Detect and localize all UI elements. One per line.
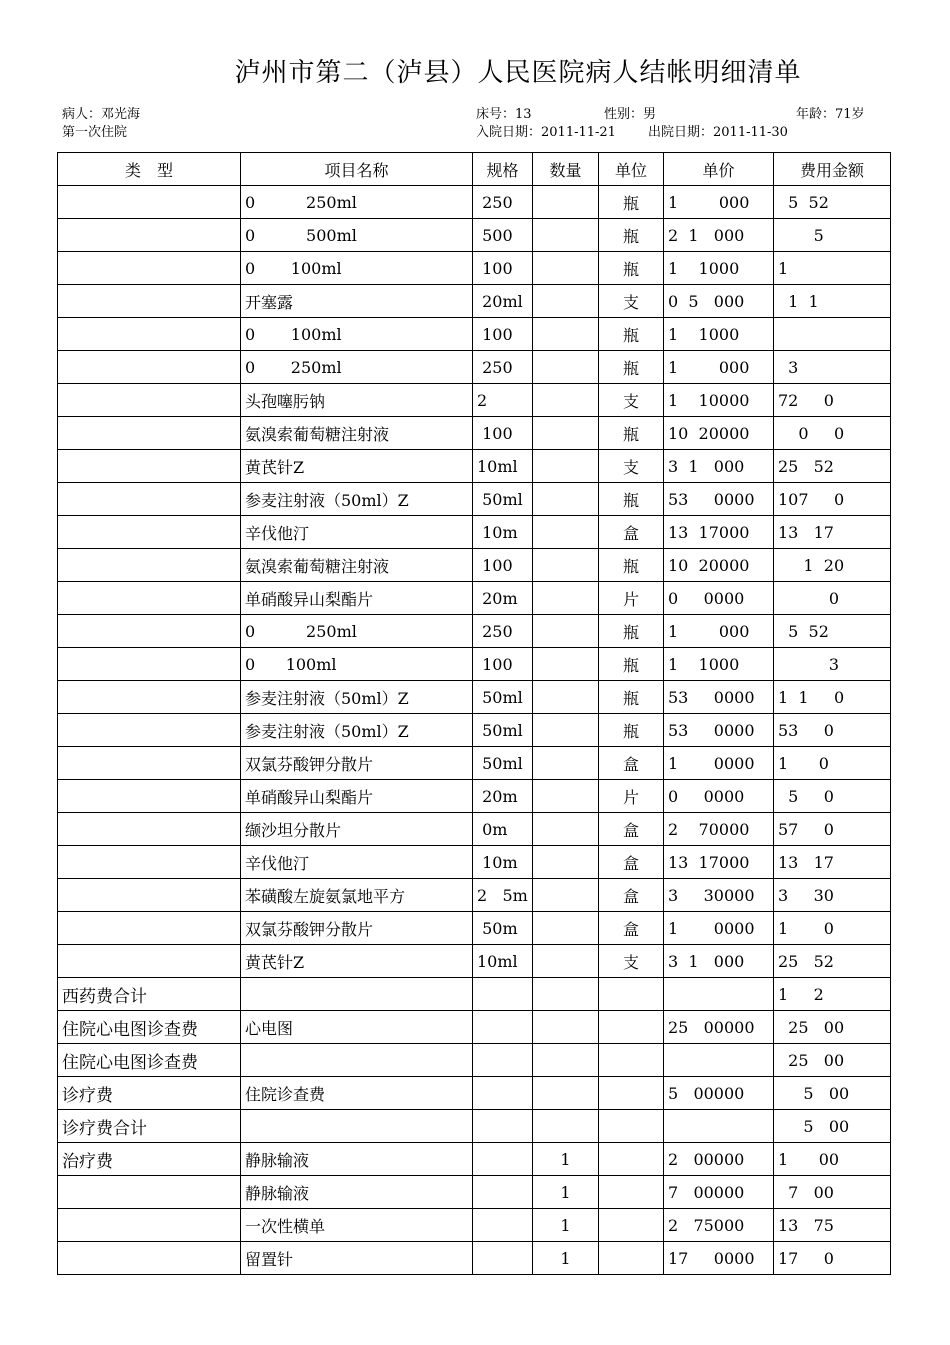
table-row	[58, 450, 891, 483]
table-row	[58, 747, 891, 780]
discharge-date: 出院日期：2011-11-30	[648, 125, 788, 140]
row-quantity-cell	[533, 1077, 599, 1110]
row-quantity-cell: 1	[533, 1242, 599, 1275]
table-row	[58, 318, 891, 351]
table-row	[58, 846, 891, 879]
row-item-name-cell: 双氯芬酸钾分散片	[241, 912, 473, 945]
row-type-cell	[58, 945, 241, 978]
row-amount-cell: 72 0	[774, 384, 891, 417]
header-spec: 规格	[473, 153, 533, 186]
row-amount-cell: 5 0	[774, 780, 891, 813]
bed-number: 床号：13	[476, 107, 532, 122]
row-type-cell	[58, 252, 241, 285]
row-unit-cell	[599, 1011, 664, 1044]
row-quantity-cell	[533, 714, 599, 747]
bill-body	[58, 186, 891, 1275]
row-type-cell	[58, 681, 241, 714]
row-type-cell	[58, 714, 241, 747]
row-quantity-cell	[533, 582, 599, 615]
row-spec-cell: 50ml	[473, 681, 533, 714]
row-unit-cell: 盒	[599, 747, 664, 780]
row-unit-price-cell: 1 000	[664, 615, 774, 648]
row-spec-cell: 50ml	[473, 483, 533, 516]
row-spec-cell	[473, 978, 533, 1011]
row-item-name-cell: 黄芪针Z	[241, 450, 473, 483]
row-item-name-cell: 0 100ml	[241, 318, 473, 351]
row-item-name-cell: 参麦注射液（50ml）Z	[241, 483, 473, 516]
row-quantity-cell: 1	[533, 1143, 599, 1176]
row-spec-cell: 10ml	[473, 945, 533, 978]
row-spec-cell	[473, 1176, 533, 1209]
row-unit-cell: 瓶	[599, 219, 664, 252]
row-amount-cell: 7 00	[774, 1176, 891, 1209]
row-quantity-cell	[533, 516, 599, 549]
row-type-cell	[58, 450, 241, 483]
header-unit-price: 单价	[664, 153, 774, 186]
row-amount-cell: 25 52	[774, 945, 891, 978]
table-row	[58, 1242, 891, 1275]
table-row	[58, 219, 891, 252]
row-amount-cell: 1 1	[774, 285, 891, 318]
row-item-name-cell: 留置针	[241, 1242, 473, 1275]
row-item-name-cell: 头孢噻肟钠	[241, 384, 473, 417]
row-amount-cell: 13 17	[774, 846, 891, 879]
row-item-name-cell: 静脉输液	[241, 1176, 473, 1209]
row-type-cell	[58, 747, 241, 780]
row-spec-cell	[473, 1044, 533, 1077]
table-row	[58, 417, 891, 450]
row-amount-cell: 5 52	[774, 615, 891, 648]
row-unit-cell	[599, 1110, 664, 1143]
row-unit-price-cell: 25 00000	[664, 1011, 774, 1044]
row-unit-cell: 瓶	[599, 186, 664, 219]
row-unit-price-cell: 0 5 000	[664, 285, 774, 318]
row-quantity-cell	[533, 483, 599, 516]
table-row	[58, 615, 891, 648]
row-unit-cell	[599, 1242, 664, 1275]
row-unit-cell: 盒	[599, 879, 664, 912]
row-amount-cell: 53 0	[774, 714, 891, 747]
row-type-cell: 住院心电图诊查费	[58, 1044, 241, 1077]
row-quantity-cell	[533, 1044, 599, 1077]
row-spec-cell: 100	[473, 417, 533, 450]
row-spec-cell: 50ml	[473, 714, 533, 747]
row-spec-cell	[473, 1143, 533, 1176]
row-unit-cell: 瓶	[599, 351, 664, 384]
row-unit-cell: 盒	[599, 846, 664, 879]
row-type-cell: 住院心电图诊查费	[58, 1011, 241, 1044]
row-amount-cell: 3	[774, 351, 891, 384]
row-unit-price-cell: 3 30000	[664, 879, 774, 912]
row-type-cell	[58, 351, 241, 384]
row-item-name-cell: 0 100ml	[241, 252, 473, 285]
table-row	[58, 648, 891, 681]
row-unit-price-cell: 2 1 000	[664, 219, 774, 252]
row-spec-cell: 10m	[473, 516, 533, 549]
row-unit-cell	[599, 978, 664, 1011]
header-type: 类 型	[58, 153, 241, 186]
row-type-cell	[58, 1176, 241, 1209]
row-quantity-cell	[533, 945, 599, 978]
row-quantity-cell	[533, 252, 599, 285]
row-item-name-cell: 辛伐他汀	[241, 516, 473, 549]
row-unit-cell: 瓶	[599, 648, 664, 681]
row-unit-price-cell: 1 000	[664, 351, 774, 384]
table-row	[58, 1176, 891, 1209]
page-title: 泸州市第二（泸县）人民医院病人结帐明细清单	[234, 58, 802, 88]
table-row	[58, 549, 891, 582]
table-row	[58, 714, 891, 747]
row-unit-cell	[599, 1176, 664, 1209]
row-unit-price-cell: 1 1000	[664, 648, 774, 681]
row-quantity-cell	[533, 747, 599, 780]
row-unit-price-cell: 10 20000	[664, 417, 774, 450]
row-type-cell	[58, 912, 241, 945]
table-row	[58, 945, 891, 978]
table-row	[58, 813, 891, 846]
row-unit-price-cell: 1 0000	[664, 912, 774, 945]
row-unit-price-cell	[664, 1110, 774, 1143]
row-quantity-cell	[533, 417, 599, 450]
row-quantity-cell	[533, 681, 599, 714]
row-unit-cell: 盒	[599, 813, 664, 846]
row-spec-cell: 50ml	[473, 747, 533, 780]
row-unit-cell	[599, 1143, 664, 1176]
row-spec-cell: 0m	[473, 813, 533, 846]
row-quantity-cell	[533, 813, 599, 846]
row-unit-cell	[599, 1044, 664, 1077]
table-row	[58, 483, 891, 516]
row-spec-cell: 20ml	[473, 285, 533, 318]
row-spec-cell: 2 5m	[473, 879, 533, 912]
row-spec-cell: 100	[473, 549, 533, 582]
row-quantity-cell	[533, 978, 599, 1011]
row-quantity-cell	[533, 219, 599, 252]
row-quantity-cell	[533, 780, 599, 813]
row-unit-price-cell	[664, 978, 774, 1011]
row-unit-cell: 瓶	[599, 318, 664, 351]
row-item-name-cell: 单硝酸异山梨酯片	[241, 780, 473, 813]
row-item-name-cell: 氨溴索葡萄糖注射液	[241, 549, 473, 582]
row-unit-cell: 瓶	[599, 417, 664, 450]
row-item-name-cell: 参麦注射液（50ml）Z	[241, 714, 473, 747]
row-item-name-cell: 缬沙坦分散片	[241, 813, 473, 846]
row-unit-cell: 片	[599, 780, 664, 813]
row-item-name-cell: 一次性横单	[241, 1209, 473, 1242]
table-row	[58, 1209, 891, 1242]
row-amount-cell: 5 00	[774, 1077, 891, 1110]
row-amount-cell: 5	[774, 219, 891, 252]
row-spec-cell: 100	[473, 648, 533, 681]
patient-age: 年龄：71岁	[796, 107, 865, 122]
row-amount-cell: 107 0	[774, 483, 891, 516]
header-unit: 单位	[599, 153, 664, 186]
row-type-cell	[58, 879, 241, 912]
row-quantity-cell	[533, 648, 599, 681]
row-unit-cell: 瓶	[599, 483, 664, 516]
row-type-cell	[58, 780, 241, 813]
row-amount-cell: 3	[774, 648, 891, 681]
table-row	[58, 780, 891, 813]
row-item-name-cell	[241, 978, 473, 1011]
row-spec-cell: 250	[473, 615, 533, 648]
table-row	[58, 1110, 891, 1143]
row-type-cell	[58, 516, 241, 549]
row-item-name-cell: 静脉输液	[241, 1143, 473, 1176]
row-amount-cell: 17 0	[774, 1242, 891, 1275]
row-item-name-cell: 住院诊查费	[241, 1077, 473, 1110]
table-row	[58, 252, 891, 285]
row-unit-cell: 支	[599, 285, 664, 318]
table-row	[58, 1143, 891, 1176]
row-amount-cell: 13 17	[774, 516, 891, 549]
bill-table	[57, 152, 891, 1275]
patient-name: 病人：邓光海	[62, 107, 141, 122]
header-item-name: 项目名称	[241, 153, 473, 186]
row-quantity-cell	[533, 1011, 599, 1044]
row-unit-price-cell: 1 1000	[664, 252, 774, 285]
row-type-cell	[58, 285, 241, 318]
row-quantity-cell	[533, 912, 599, 945]
table-row	[58, 912, 891, 945]
row-unit-cell: 支	[599, 450, 664, 483]
row-item-name-cell: 0 250ml	[241, 615, 473, 648]
row-unit-price-cell: 1 10000	[664, 384, 774, 417]
row-type-cell	[58, 318, 241, 351]
row-amount-cell: 1 0	[774, 747, 891, 780]
row-type-cell	[58, 417, 241, 450]
table-row	[58, 1044, 891, 1077]
row-unit-price-cell: 0 0000	[664, 780, 774, 813]
row-quantity-cell	[533, 186, 599, 219]
row-amount-cell	[774, 318, 891, 351]
row-unit-cell: 瓶	[599, 252, 664, 285]
row-unit-price-cell: 5 00000	[664, 1077, 774, 1110]
row-item-name-cell: 心电图	[241, 1011, 473, 1044]
row-unit-price-cell: 1 000	[664, 186, 774, 219]
row-type-cell: 治疗费	[58, 1143, 241, 1176]
row-unit-price-cell: 1 0000	[664, 747, 774, 780]
row-unit-price-cell: 2 00000	[664, 1143, 774, 1176]
row-spec-cell: 10m	[473, 846, 533, 879]
row-type-cell: 西药费合计	[58, 978, 241, 1011]
row-amount-cell: 1 00	[774, 1143, 891, 1176]
row-unit-cell: 瓶	[599, 681, 664, 714]
row-unit-price-cell: 0 0000	[664, 582, 774, 615]
row-item-name-cell	[241, 1110, 473, 1143]
row-amount-cell: 1 20	[774, 549, 891, 582]
row-type-cell	[58, 549, 241, 582]
table-row	[58, 978, 891, 1011]
row-amount-cell: 1 0	[774, 912, 891, 945]
row-type-cell	[58, 384, 241, 417]
row-quantity-cell: 1	[533, 1176, 599, 1209]
row-quantity-cell	[533, 615, 599, 648]
table-row	[58, 351, 891, 384]
row-spec-cell: 20m	[473, 780, 533, 813]
row-item-name-cell: 氨溴索葡萄糖注射液	[241, 417, 473, 450]
row-quantity-cell	[533, 1110, 599, 1143]
row-spec-cell: 10ml	[473, 450, 533, 483]
row-amount-cell: 57 0	[774, 813, 891, 846]
table-row	[58, 879, 891, 912]
row-unit-price-cell: 3 1 000	[664, 450, 774, 483]
row-spec-cell	[473, 1110, 533, 1143]
table-row	[58, 186, 891, 219]
row-item-name-cell: 0 100ml	[241, 648, 473, 681]
table-row	[58, 582, 891, 615]
table-row	[58, 1077, 891, 1110]
row-quantity-cell	[533, 351, 599, 384]
header-amount: 费用金额	[774, 153, 891, 186]
row-unit-price-cell: 17 0000	[664, 1242, 774, 1275]
row-amount-cell: 1	[774, 252, 891, 285]
row-unit-price-cell: 13 17000	[664, 516, 774, 549]
row-unit-price-cell: 3 1 000	[664, 945, 774, 978]
row-type-cell	[58, 1209, 241, 1242]
visit-count: 第一次住院	[62, 125, 128, 140]
row-unit-price-cell: 1 1000	[664, 318, 774, 351]
row-unit-cell	[599, 1209, 664, 1242]
table-row	[58, 285, 891, 318]
row-unit-cell: 瓶	[599, 615, 664, 648]
row-type-cell	[58, 846, 241, 879]
row-amount-cell: 25 00	[774, 1044, 891, 1077]
row-item-name-cell: 黄芪针Z	[241, 945, 473, 978]
admission-date: 入院日期：2011-11-21	[476, 125, 616, 140]
row-spec-cell: 50m	[473, 912, 533, 945]
row-amount-cell: 0 0	[774, 417, 891, 450]
row-spec-cell: 250	[473, 351, 533, 384]
row-amount-cell: 3 30	[774, 879, 891, 912]
row-quantity-cell	[533, 318, 599, 351]
row-unit-price-cell: 7 00000	[664, 1176, 774, 1209]
table-row	[58, 1011, 891, 1044]
row-spec-cell: 20m	[473, 582, 533, 615]
row-unit-price-cell: 53 0000	[664, 714, 774, 747]
row-item-name-cell: 0 250ml	[241, 186, 473, 219]
row-amount-cell: 0	[774, 582, 891, 615]
row-unit-cell: 片	[599, 582, 664, 615]
row-type-cell: 诊疗费	[58, 1077, 241, 1110]
row-type-cell	[58, 615, 241, 648]
row-unit-cell	[599, 1077, 664, 1110]
row-quantity-cell	[533, 285, 599, 318]
row-spec-cell: 500	[473, 219, 533, 252]
table-row	[58, 516, 891, 549]
row-unit-cell: 支	[599, 384, 664, 417]
row-quantity-cell	[533, 450, 599, 483]
row-unit-cell: 支	[599, 945, 664, 978]
row-item-name-cell: 0 500ml	[241, 219, 473, 252]
row-unit-price-cell: 2 70000	[664, 813, 774, 846]
row-quantity-cell: 1	[533, 1209, 599, 1242]
row-type-cell	[58, 219, 241, 252]
row-item-name-cell: 参麦注射液（50ml）Z	[241, 681, 473, 714]
row-amount-cell: 1 2	[774, 978, 891, 1011]
row-spec-cell: 100	[473, 318, 533, 351]
row-unit-price-cell	[664, 1044, 774, 1077]
row-quantity-cell	[533, 384, 599, 417]
row-unit-price-cell: 10 20000	[664, 549, 774, 582]
patient-gender: 性别：男	[604, 107, 657, 122]
row-type-cell: 诊疗费合计	[58, 1110, 241, 1143]
table-row	[58, 384, 891, 417]
row-item-name-cell: 双氯芬酸钾分散片	[241, 747, 473, 780]
row-unit-price-cell: 53 0000	[664, 483, 774, 516]
row-spec-cell: 100	[473, 252, 533, 285]
row-spec-cell	[473, 1242, 533, 1275]
row-spec-cell	[473, 1011, 533, 1044]
row-item-name-cell: 0 250ml	[241, 351, 473, 384]
row-unit-price-cell: 13 17000	[664, 846, 774, 879]
row-amount-cell: 25 52	[774, 450, 891, 483]
row-quantity-cell	[533, 549, 599, 582]
row-type-cell	[58, 1242, 241, 1275]
row-spec-cell: 2	[473, 384, 533, 417]
row-spec-cell	[473, 1077, 533, 1110]
row-unit-price-cell: 2 75000	[664, 1209, 774, 1242]
row-type-cell	[58, 582, 241, 615]
row-type-cell	[58, 648, 241, 681]
row-amount-cell: 5 00	[774, 1110, 891, 1143]
row-amount-cell: 13 75	[774, 1209, 891, 1242]
row-item-name-cell	[241, 1044, 473, 1077]
row-item-name-cell: 苯磺酸左旋氨氯地平方	[241, 879, 473, 912]
row-amount-cell: 5 52	[774, 186, 891, 219]
row-item-name-cell: 开塞露	[241, 285, 473, 318]
row-quantity-cell	[533, 879, 599, 912]
row-spec-cell: 250	[473, 186, 533, 219]
row-unit-cell: 盒	[599, 516, 664, 549]
row-type-cell	[58, 483, 241, 516]
row-amount-cell: 1 1 0	[774, 681, 891, 714]
table-header-row	[58, 153, 891, 186]
row-unit-price-cell: 53 0000	[664, 681, 774, 714]
row-quantity-cell	[533, 846, 599, 879]
row-unit-cell: 瓶	[599, 549, 664, 582]
row-type-cell	[58, 186, 241, 219]
row-amount-cell: 25 00	[774, 1011, 891, 1044]
row-item-name-cell: 辛伐他汀	[241, 846, 473, 879]
row-item-name-cell: 单硝酸异山梨酯片	[241, 582, 473, 615]
table-row	[58, 681, 891, 714]
row-type-cell	[58, 813, 241, 846]
row-unit-cell: 瓶	[599, 714, 664, 747]
header-quantity: 数量	[533, 153, 599, 186]
row-spec-cell	[473, 1209, 533, 1242]
row-unit-cell: 盒	[599, 912, 664, 945]
